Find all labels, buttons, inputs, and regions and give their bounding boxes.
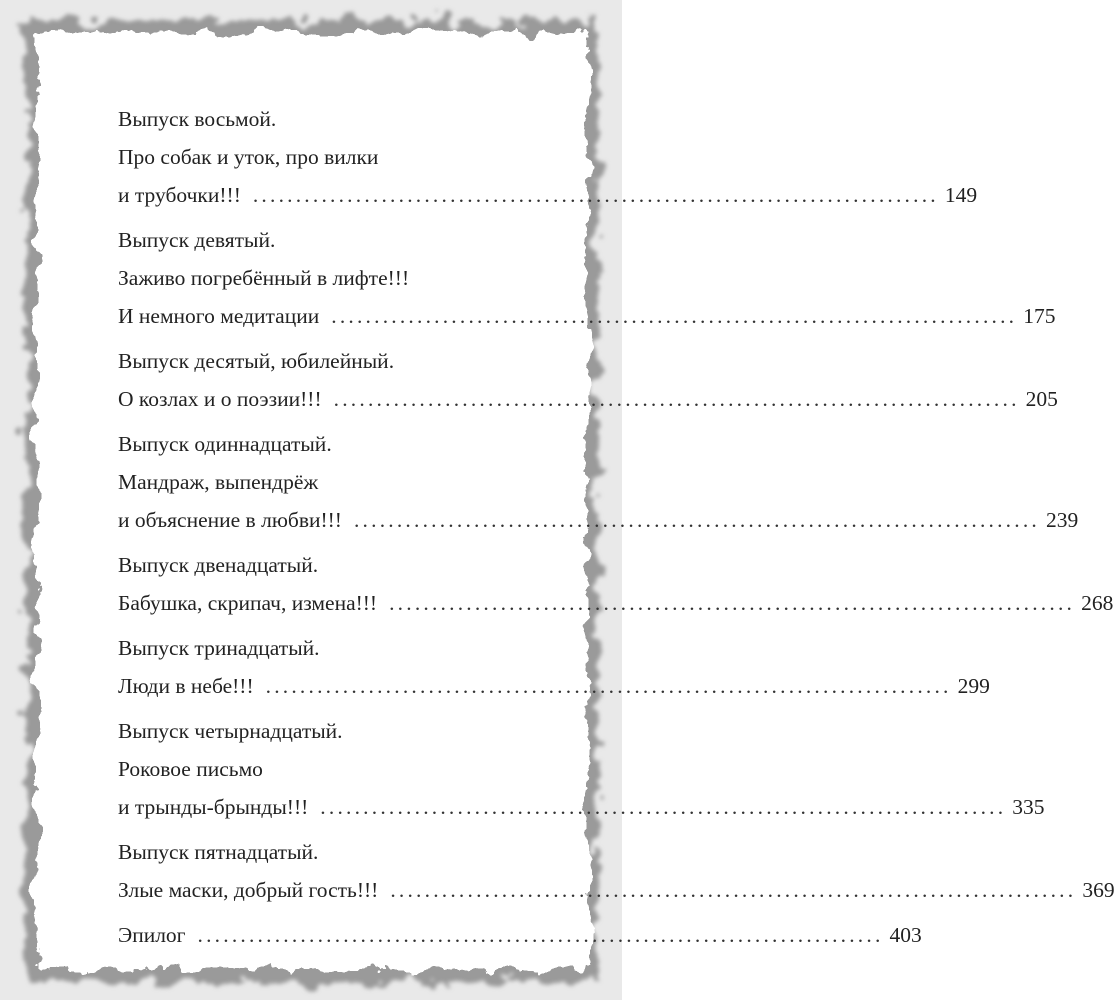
dot-leader: ................................................................................	[333, 387, 1020, 411]
toc-line-with-page	[118, 501, 1079, 539]
page-number: 205	[1025, 387, 1058, 411]
toc-entry	[118, 221, 1056, 335]
toc-entry	[118, 712, 1045, 826]
toc-entry	[118, 833, 1115, 909]
toc-line-with-page	[118, 788, 1045, 826]
dot-leader: ................................................................................	[197, 923, 884, 947]
chapter-title-end: Люди в небе!!!	[118, 674, 254, 698]
chapter-title-end: Злые маски, добрый гость!!!	[118, 878, 379, 902]
chapter-heading: Выпуск девятый.	[118, 228, 276, 252]
toc-line-with-page	[118, 380, 1058, 418]
dot-leader: ................................................................................	[390, 878, 1077, 902]
toc-line-with-page	[118, 584, 1114, 622]
toc-entry	[118, 425, 1079, 539]
page-number: 335	[1012, 795, 1045, 819]
chapter-heading: Выпуск десятый, юбилейный.	[118, 349, 395, 373]
toc-entry	[118, 100, 978, 214]
toc-entry	[118, 342, 1058, 418]
chapter-title-end: и трубочки!!!	[118, 183, 241, 207]
chapter-heading: Выпуск пятнадцатый.	[118, 840, 319, 864]
page-number: 268	[1081, 591, 1114, 615]
chapter-subtitle-line: Заживо погребённый в лифте!!!	[118, 266, 410, 290]
chapter-heading: Выпуск двенадцатый.	[118, 553, 319, 577]
page-number: 299	[957, 674, 990, 698]
page-number: 403	[889, 923, 922, 947]
dot-leader: ................................................................................	[389, 591, 1076, 615]
chapter-heading: Выпуск восьмой.	[118, 107, 277, 131]
toc-line-with-page	[118, 871, 1115, 909]
chapter-title-end: Бабушка, скрипач, измена!!!	[118, 591, 378, 615]
chapter-heading: Выпуск одиннадцатый.	[118, 432, 332, 456]
dot-leader: ................................................................................	[331, 304, 1018, 328]
dot-leader: ................................................................................	[252, 183, 939, 207]
toc-entry	[118, 916, 922, 954]
toc-entry	[118, 546, 1114, 622]
page-number: 175	[1023, 304, 1056, 328]
chapter-title-end: и объяснение в любви!!!	[118, 508, 342, 532]
table-of-contents	[118, 100, 1115, 961]
page-number: 149	[944, 183, 978, 207]
dot-leader: ................................................................................	[265, 674, 952, 698]
toc-line-with-page	[118, 916, 922, 954]
toc-entry	[118, 629, 990, 705]
chapter-heading: Выпуск четырнадцатый.	[118, 719, 343, 743]
toc-line-with-page	[118, 176, 978, 214]
dot-leader: ................................................................................	[353, 508, 1040, 532]
chapter-heading: Выпуск тринадцатый.	[118, 636, 320, 660]
chapter-title-end: Эпилог	[118, 923, 186, 947]
chapter-subtitle-line: Роковое письмо	[118, 757, 263, 781]
page-number: 369	[1082, 878, 1115, 902]
dot-leader: ................................................................................	[320, 795, 1007, 819]
chapter-title-end: И немного медитации	[118, 304, 320, 328]
toc-line-with-page	[118, 667, 990, 705]
chapter-subtitle-line: Мандраж, выпендрёж	[118, 470, 319, 494]
chapter-title-end: и трынды-брынды!!!	[118, 795, 309, 819]
chapter-title-end: О козлах и о поэзии!!!	[118, 387, 322, 411]
chapter-subtitle-line: Про собак и уток, про вилки	[118, 145, 379, 169]
toc-line-with-page	[118, 297, 1056, 335]
page-number: 239	[1045, 508, 1079, 532]
